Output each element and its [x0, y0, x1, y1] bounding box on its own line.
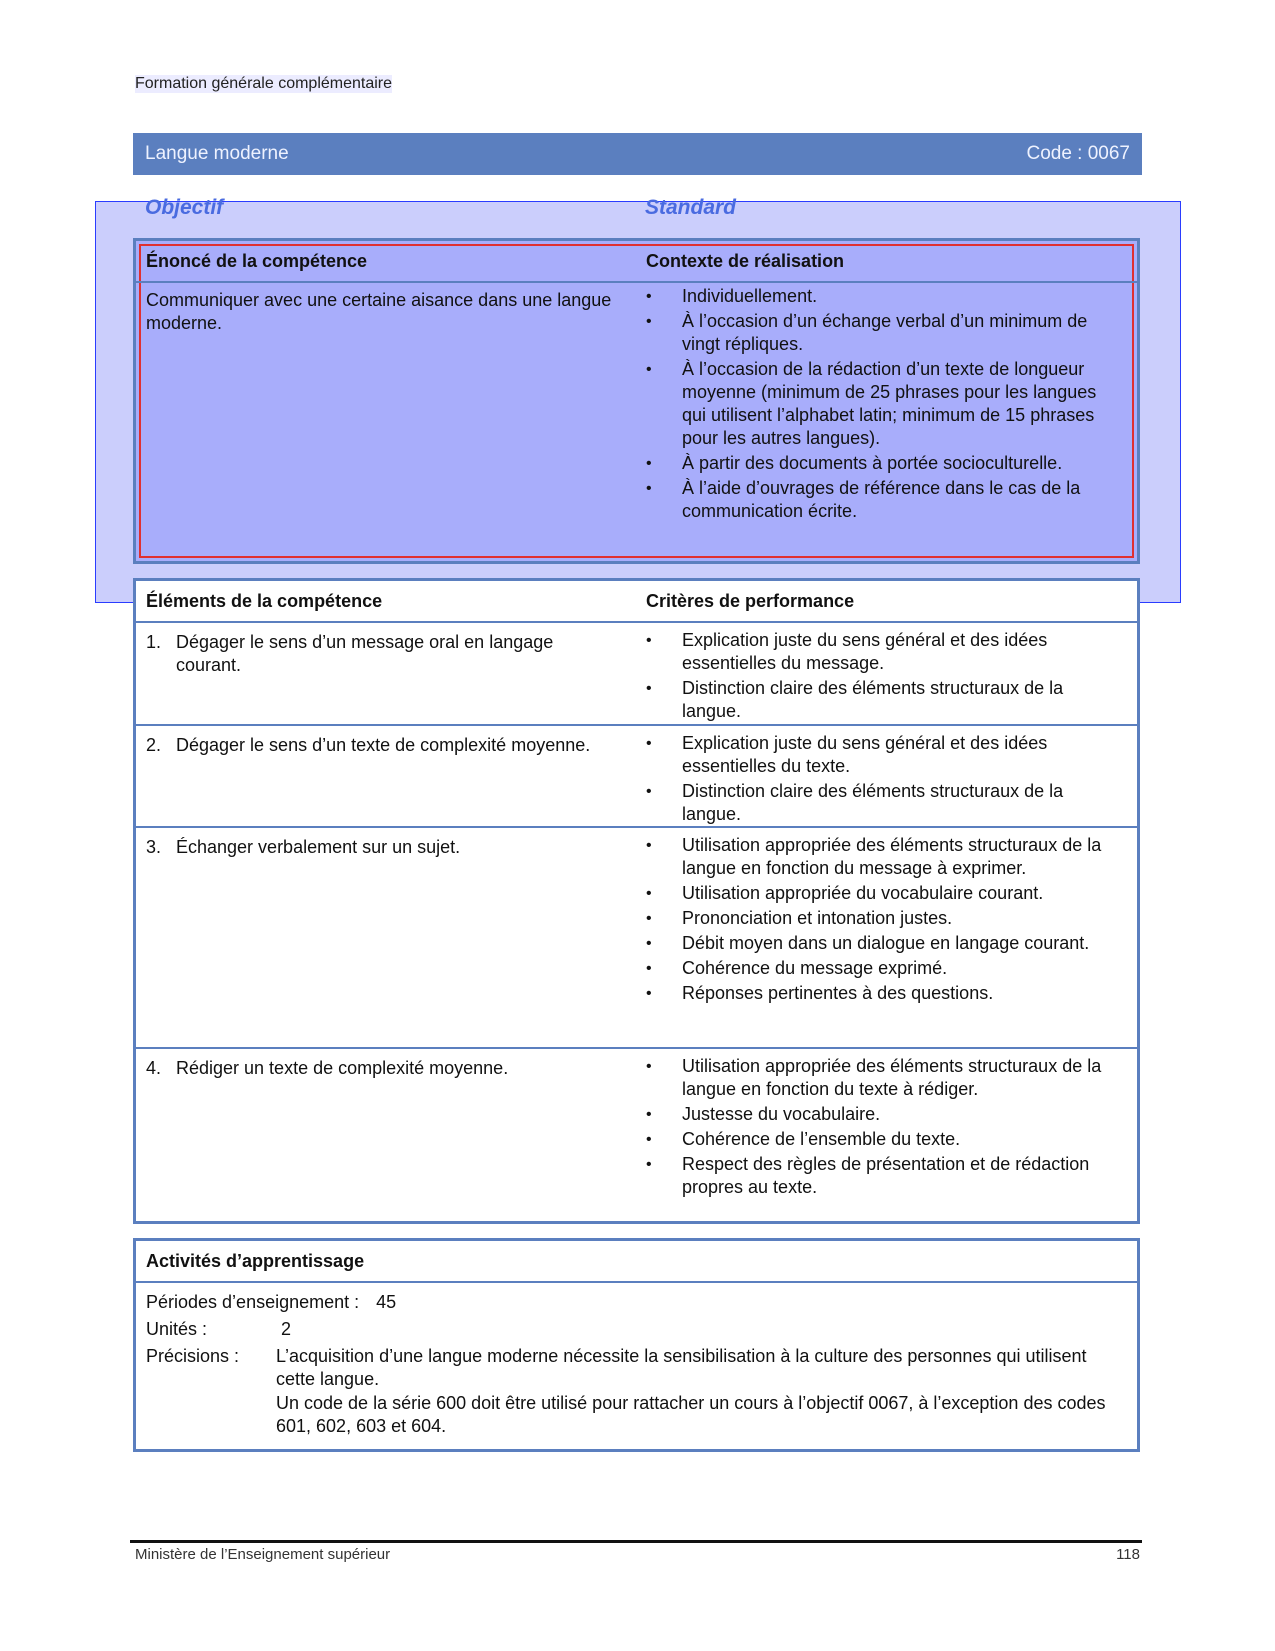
criterion: • Explication juste du sens général et des idées essentielles du message.: [646, 629, 1116, 675]
elements-table: [133, 578, 1140, 1224]
criteria-list: [646, 732, 1116, 828]
learning-activities-box: [133, 1238, 1140, 1452]
context-item: • À l’occasion d’un échange verbal d’un minimum de vingt répliques.: [646, 310, 1116, 356]
periods-line: [146, 1291, 396, 1314]
table-row: [136, 623, 1137, 726]
table-row: [136, 726, 1137, 828]
element-4: 4. Rédiger un texte de complexité moyenne.: [146, 1058, 509, 1078]
subject-title: Langue moderne: [145, 143, 289, 164]
criterion: • Utilisation appropriée des éléments structuraux de la langue en fonction du message à exprimer.: [646, 834, 1116, 880]
elements-header-right: Critères de performance: [646, 591, 855, 611]
footer-ministry: Ministère de l’Enseignement supérieur: [135, 1546, 391, 1563]
units-line: [146, 1318, 291, 1341]
statement-header-left: Énoncé de la compétence: [146, 251, 368, 271]
criterion: • Réponses pertinentes à des questions.: [646, 982, 1116, 1005]
elements-header-left: Éléments de la compétence: [146, 591, 383, 611]
precision-2: Un code de la série 600 doit être utilisé pour rattacher un cours à l’objectif 0067, à l’exception des codes 601, 602, 603 et 604.: [276, 1393, 1106, 1436]
context-item: • Individuellement.: [646, 285, 1116, 308]
units-label: Unités :: [146, 1319, 208, 1339]
column-titles: [145, 196, 1135, 220]
criteria-list: [646, 629, 1116, 725]
units-value: 2: [281, 1319, 292, 1339]
precisions-label: Précisions :: [146, 1346, 240, 1366]
criterion: • Respect des règles de présentation et de rédaction propres au texte.: [646, 1153, 1116, 1199]
periods-value: 45: [376, 1292, 397, 1312]
footer: [135, 1546, 1140, 1563]
subject-code: Code : 0067: [1026, 143, 1130, 164]
criterion: • Distinction claire des éléments structuraux de la langue.: [646, 780, 1116, 826]
running-title: Formation générale complémentaire: [135, 75, 393, 92]
criterion: • Cohérence du message exprimé.: [646, 957, 1116, 980]
statement-header: [136, 241, 1137, 283]
footer-divider: [130, 1540, 1142, 1543]
criterion: • Utilisation appropriée du vocabulaire courant.: [646, 882, 1116, 905]
context-list: [646, 285, 1116, 525]
element-3: 3. Échanger verbalement sur un sujet.: [146, 837, 461, 857]
context-item: • À l’aide d’ouvrages de référence dans le cas de la communication écrite.: [646, 477, 1116, 523]
context-item: • À l’occasion de la rédaction d’un texte de longueur moyenne (minimum de 25 phrases pour les langues qui utilisent l’alphabet latin; minimum de 15 phrases pour les autres langues).: [646, 358, 1116, 450]
page-number: 118: [1116, 1546, 1140, 1563]
subject-banner: [133, 133, 1142, 175]
element-1: 1. Dégager le sens d’un message oral en langage courant.: [146, 632, 554, 675]
criteria-list: [646, 1055, 1116, 1201]
criterion: • Cohérence de l’ensemble du texte.: [646, 1128, 1116, 1151]
standard-heading: Standard: [645, 196, 737, 219]
objective-heading: Objectif: [145, 196, 224, 219]
criteria-list: [646, 834, 1116, 1007]
competency-statement-box: [133, 238, 1140, 564]
competency-statement: Communiquer avec une certaine aisance dans une langue moderne.: [146, 290, 612, 333]
periods-label: Périodes d’enseignement :: [146, 1292, 360, 1312]
table-row: [136, 1049, 1137, 1199]
criterion: • Justesse du vocabulaire.: [646, 1103, 1116, 1126]
criterion: • Distinction claire des éléments structuraux de la langue.: [646, 677, 1116, 723]
criterion: • Prononciation et intonation justes.: [646, 907, 1116, 930]
criterion: • Utilisation appropriée des éléments structuraux de la langue en fonction du texte à rédiger.: [646, 1055, 1116, 1101]
precision-1: L’acquisition d’une langue moderne nécessite la sensibilisation à la culture des personnes qui utilisent cette langue.: [276, 1346, 1087, 1389]
table-row: [136, 828, 1137, 1049]
criterion: • Débit moyen dans un dialogue en langage courant.: [646, 932, 1116, 955]
elements-header: [136, 581, 1137, 623]
statement-header-right: Contexte de réalisation: [646, 251, 845, 271]
element-2: 2. Dégager le sens d’un texte de complexité moyenne.: [146, 735, 591, 755]
activities-header: [136, 1241, 1137, 1283]
context-item: • À partir des documents à portée socioculturelle.: [646, 452, 1116, 475]
activities-title: Activités d’apprentissage: [146, 1251, 365, 1271]
criterion: • Explication juste du sens général et des idées essentielles du texte.: [646, 732, 1116, 778]
